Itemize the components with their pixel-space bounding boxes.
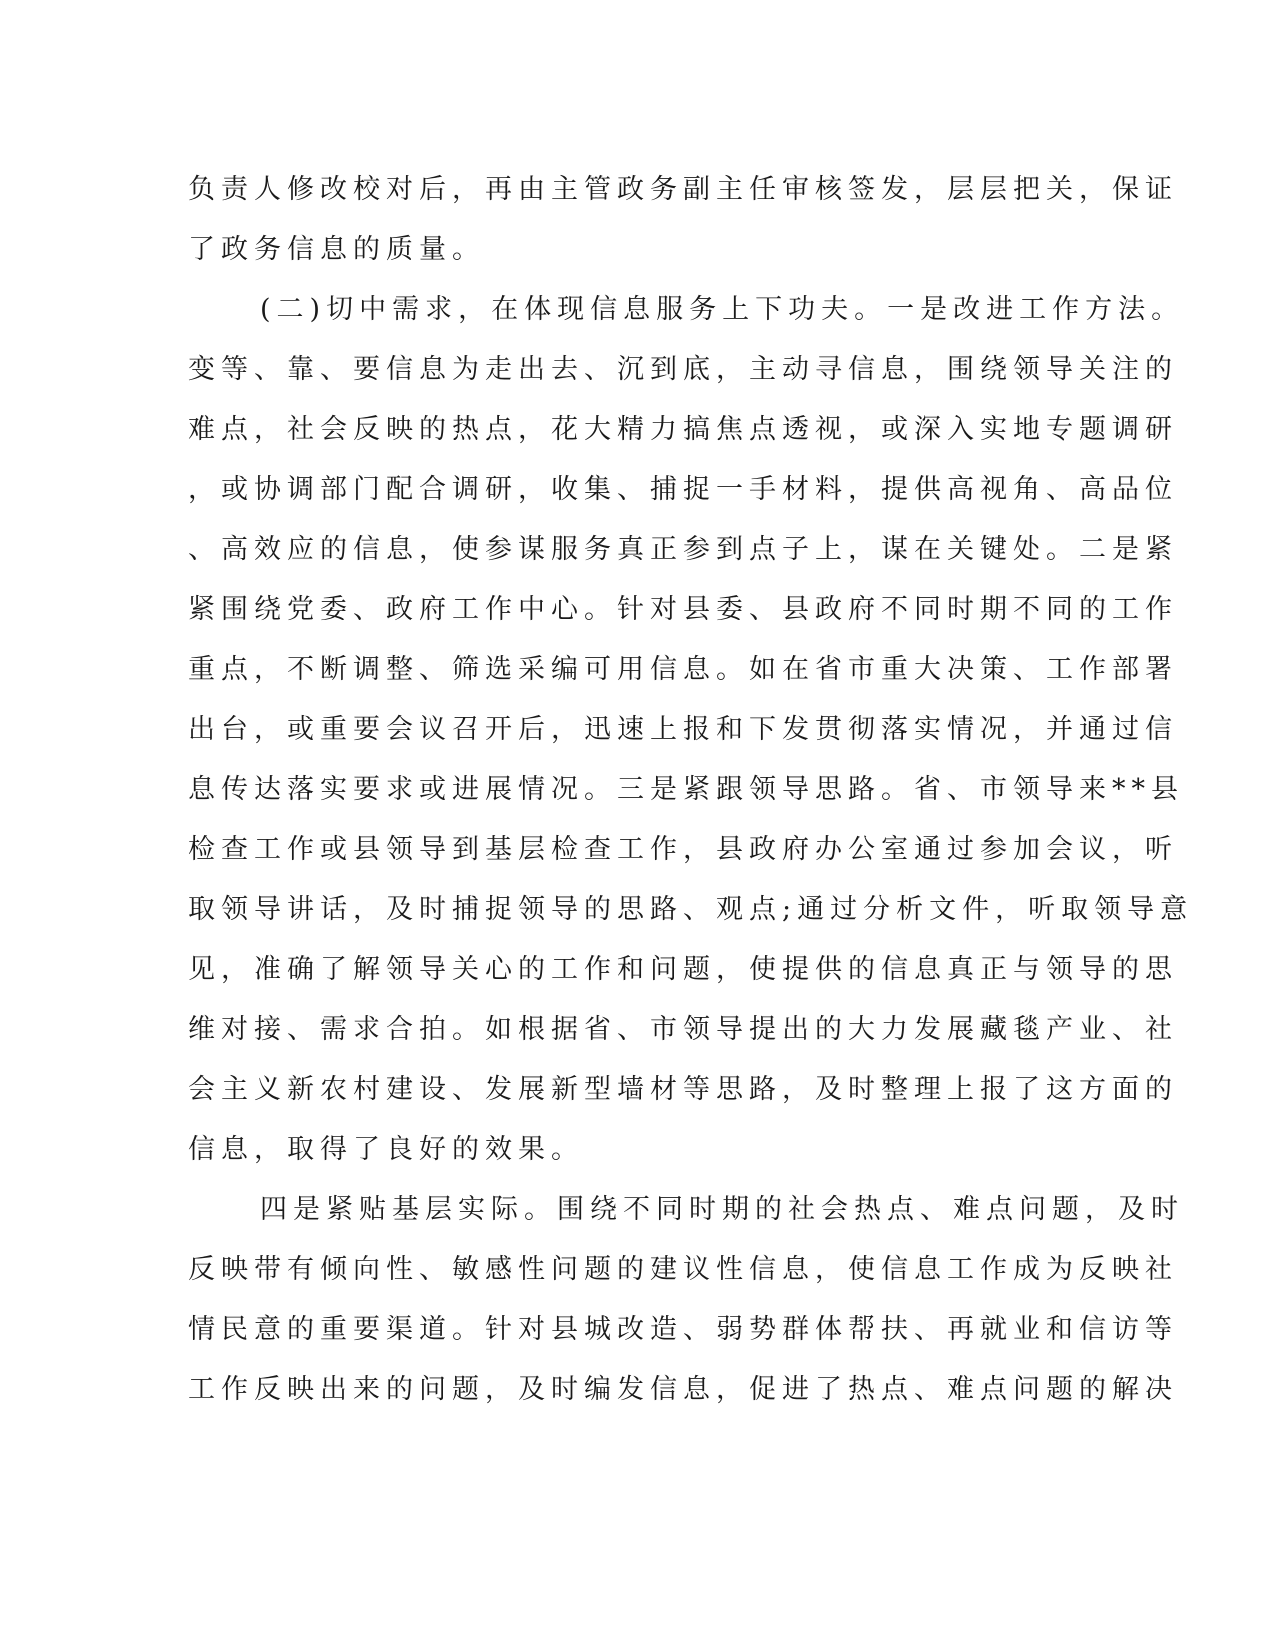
text-line: 情民意的重要渠道。针对县城改造、弱势群体帮扶、再就业和信访等 [188, 1314, 1178, 1345]
body-text [188, 160, 1194, 1420]
text-line: 息传达落实要求或进展情况。三是紧跟领导思路。省、市领导来**县 [188, 774, 1184, 805]
text-line: 紧围绕党委、政府工作中心。针对县委、县政府不同时期不同的工作 [188, 594, 1178, 625]
text-line: 工作反映出来的问题，及时编发信息，促进了热点、难点问题的解决 [188, 1374, 1178, 1405]
paragraph-start-line: 四是紧贴基层实际。围绕不同时期的社会热点、难点问题，及时 [260, 1194, 1184, 1225]
text-line: 信息，取得了良好的效果。 [188, 1134, 584, 1165]
text-line: 反映带有倾向性、敏感性问题的建议性信息，使信息工作成为反映社 [188, 1254, 1178, 1285]
text-line: 了政务信息的质量。 [188, 234, 485, 265]
text-line: 、高效应的信息，使参谋服务真正参到点子上，谋在关键处。二是紧 [188, 534, 1178, 565]
text-line: 负责人修改校对后，再由主管政务副主任审核签发，层层把关，保证 [188, 174, 1178, 205]
text-line: 重点，不断调整、筛选采编可用信息。如在省市重大决策、工作部署 [188, 654, 1178, 685]
text-line: 维对接、需求合拍。如根据省、市领导提出的大力发展藏毯产业、社 [188, 1014, 1178, 1045]
text-line: 会主义新农村建设、发展新型墙材等思路，及时整理上报了这方面的 [188, 1074, 1178, 1105]
text-line: 见，准确了解领导关心的工作和问题，使提供的信息真正与领导的思 [188, 954, 1178, 985]
text-line: ，或协调部门配合调研，收集、捕捉一手材料，提供高视角、高品位 [188, 474, 1178, 505]
text-line: 变等、靠、要信息为走出去、沉到底，主动寻信息，围绕领导关注的 [188, 354, 1178, 385]
text-line: 检查工作或县领导到基层检查工作，县政府办公室通过参加会议，听 [188, 834, 1178, 865]
text-line: 难点，社会反映的热点，花大精力搞焦点透视，或深入实地专题调研 [188, 414, 1178, 445]
text-line: 取领导讲话，及时捕捉领导的思路、观点;通过分析文件，听取领导意 [188, 894, 1194, 925]
paragraph-start-line: (二)切中需求，在体现信息服务上下功夫。一是改进工作方法。 [260, 294, 1185, 325]
text-line: 出台，或重要会议召开后，迅速上报和下发贯彻落实情况，并通过信 [188, 714, 1178, 745]
